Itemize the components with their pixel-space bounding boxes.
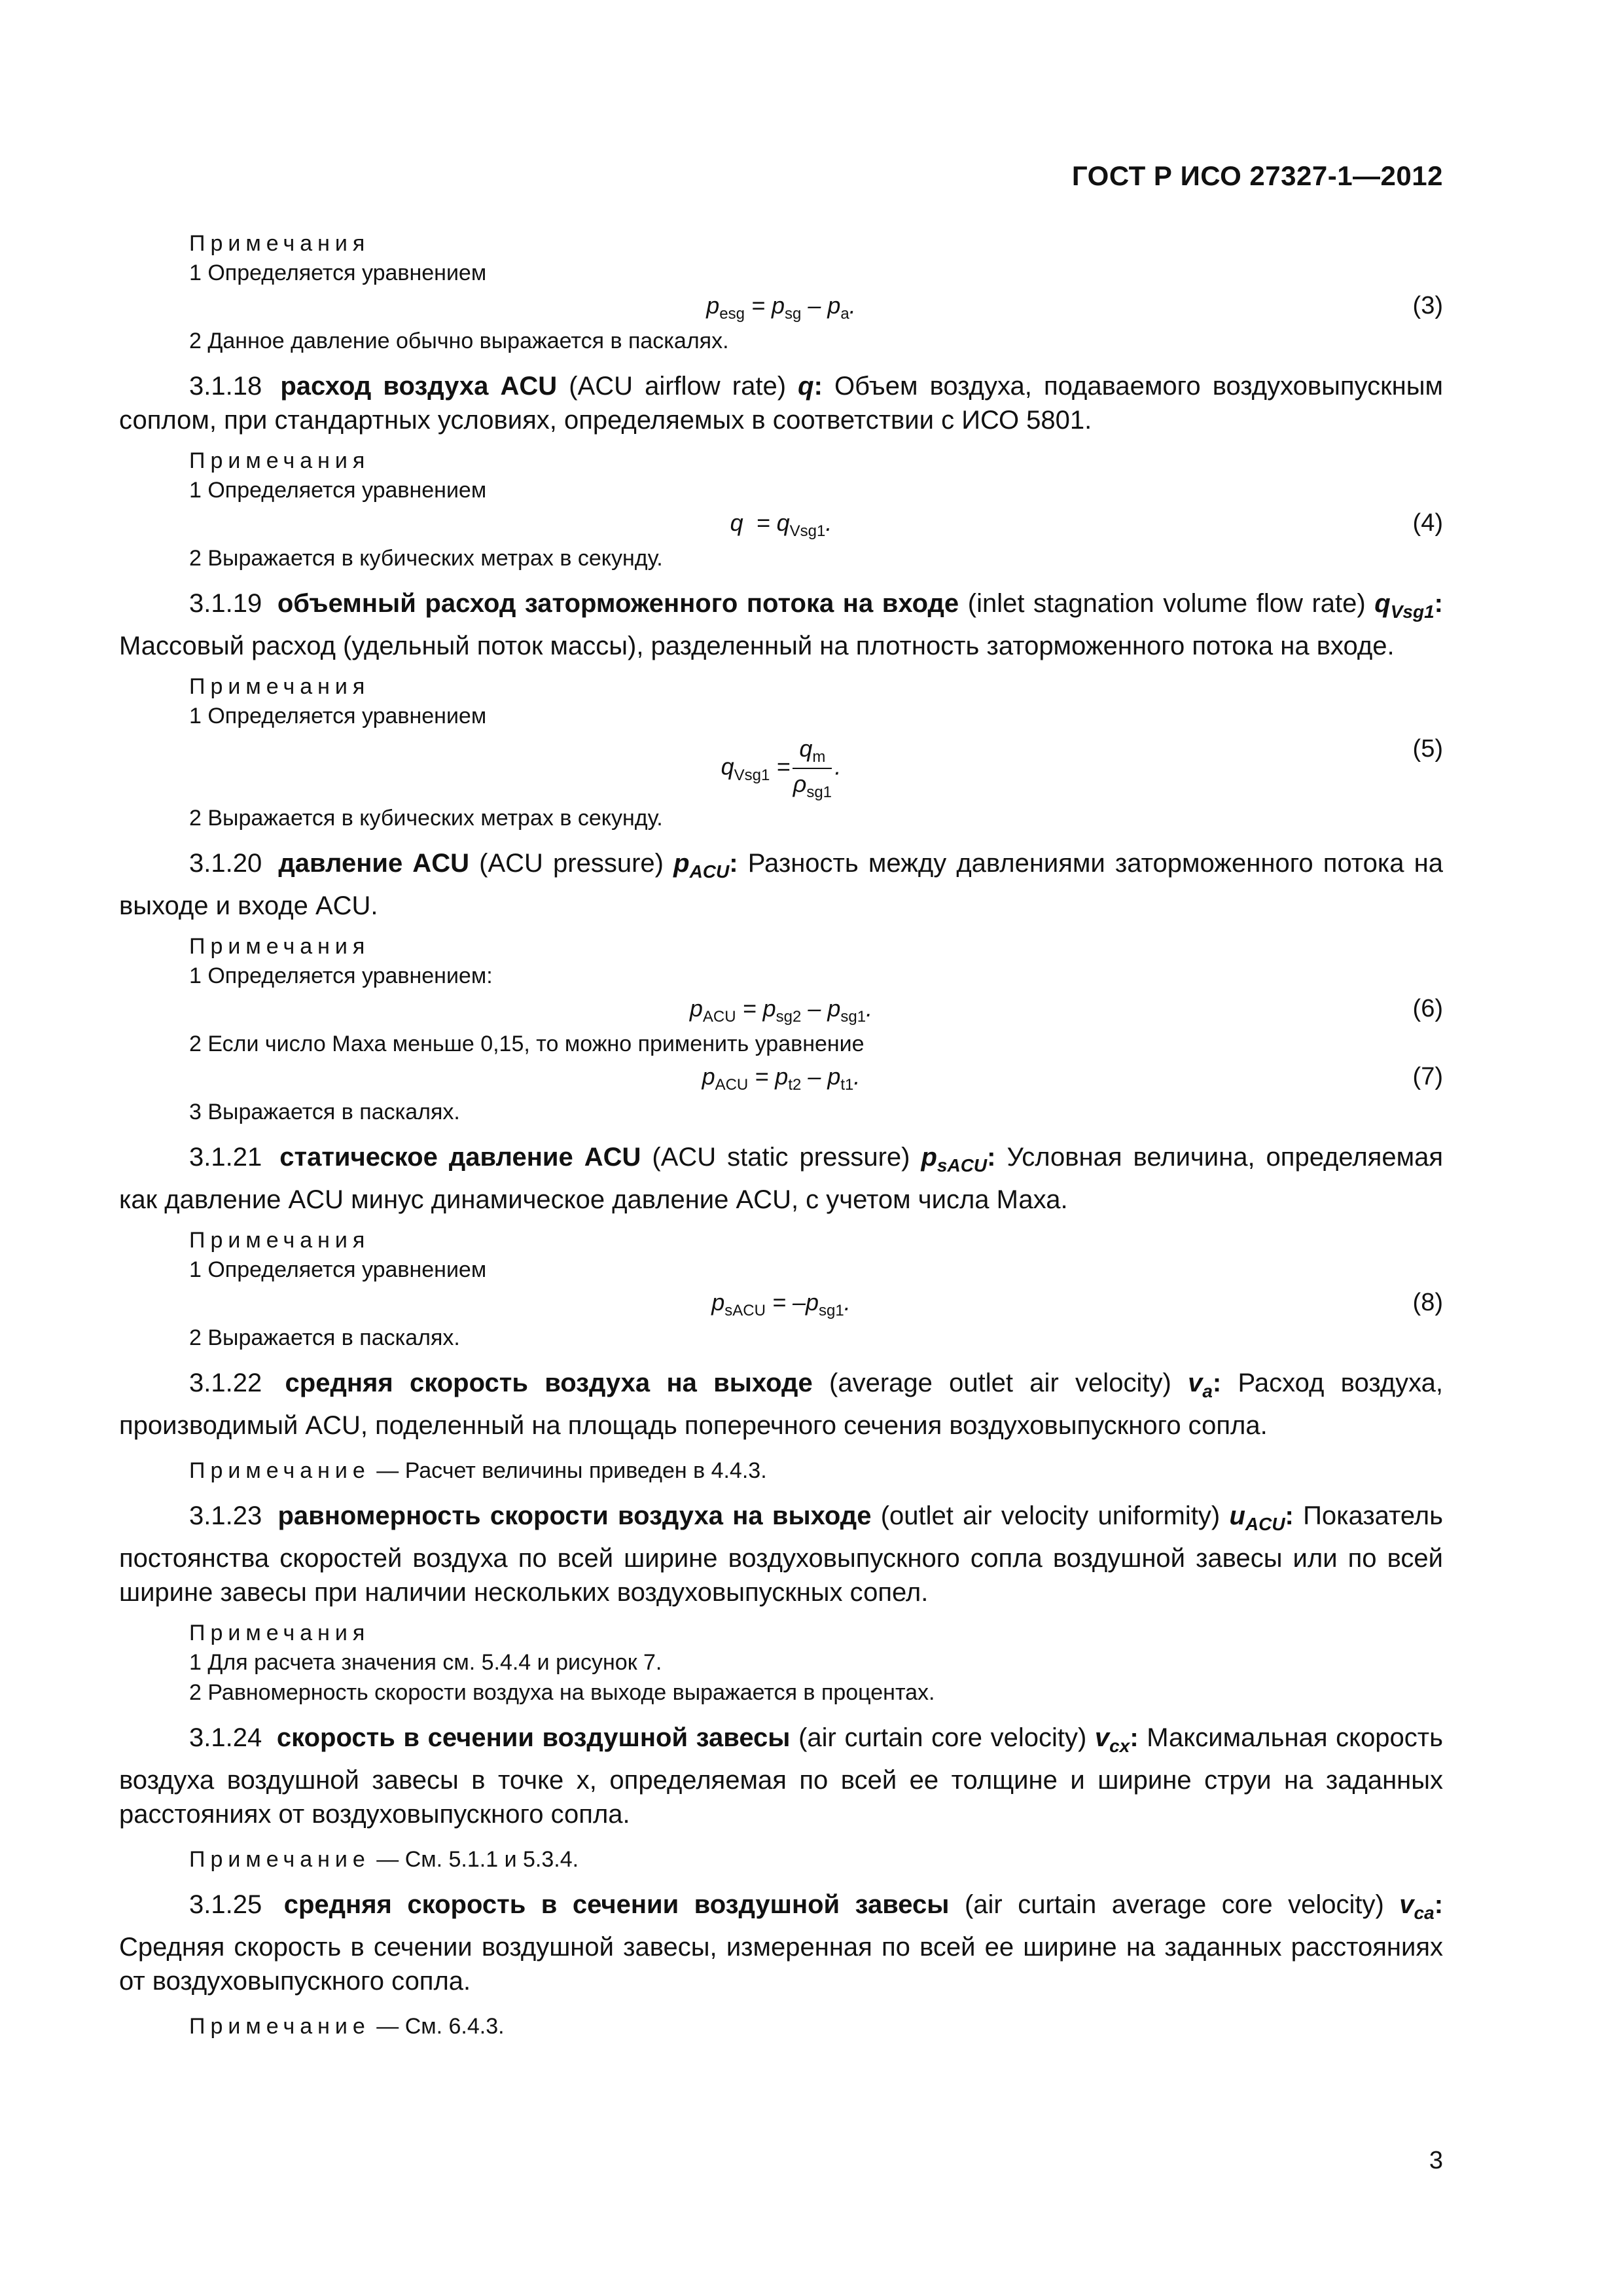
note-item: 2 Выражается в паскалях.: [189, 1325, 460, 1350]
note-item: 1 Определяется уравнением: [189, 260, 487, 285]
note-item: 2 Выражается в кубических метрах в секунду.: [189, 546, 663, 571]
equation-number: (6): [1412, 995, 1443, 1022]
notes-heading: Примечания: [189, 1228, 370, 1253]
clause-number: 3.1.25: [189, 1890, 262, 1919]
term-definition-3-1-18: 3.1.18 расход воздуха ACU (ACU airflow rate) q: Объем воздуха, подаваемого воздуховыпускным соплом, при стандартных условиях, определяемых в соответствии с ИСО 5801.: [119, 372, 1443, 435]
term-english: (air curtain average core velocity): [964, 1890, 1384, 1919]
equation-formula: $q = q_{Vsg1}$.: [730, 509, 832, 541]
notes-heading: Примечания: [189, 934, 370, 959]
term-name: средняя скорость воздуха на выходе: [285, 1369, 813, 1397]
equation-number: (4): [1412, 509, 1443, 537]
equation-7: [119, 1059, 1443, 1097]
term-definition-3-1-19: 3.1.19 объемный расход заторможенного потока на входе (inlet stagnation volume flow rate) $q_{Vsg1}$: Массовый расход (удельный поток массы), разделенный на плотность заторможенного потока на входе.: [119, 589, 1443, 660]
term-english: (ACU static pressure): [652, 1143, 910, 1172]
note-text: — См. 6.4.3.: [376, 2014, 505, 2039]
note-item: 2 Если число Маха меньше 0,15, то можно применить уравнение: [189, 1031, 865, 1056]
term-definition-text: Максимальная скорость воздуха воздушной завесы в точке x, определяемая по всей ее толщине и ширине струи на заданных расстояниях от воздуховыпускного сопла.: [119, 1723, 1443, 1829]
term-definition-3-1-20: 3.1.20 давление ACU (ACU pressure) $p_{ACU}$: Разность между давлениями заторможенного потока на выходе и входе ACU.: [119, 849, 1444, 920]
note-item: 3 Выражается в паскалях.: [189, 1100, 460, 1124]
term-english: (average outlet air velocity): [829, 1369, 1171, 1397]
term-name: средняя скорость в сечении воздушной завесы: [283, 1890, 950, 1919]
term-symbol: $p_{sACU}$: [921, 1143, 988, 1175]
clause-number: 3.1.18: [189, 372, 262, 401]
term-name: давление ACU: [278, 849, 469, 878]
equation-4: [119, 505, 1443, 543]
equation-formula: $p_{ACU} = p_{t2} - p_{t1}$.: [702, 1063, 861, 1094]
equation-5: [119, 731, 1443, 803]
clause-number: 3.1.20: [189, 849, 262, 878]
single-note: [189, 1844, 1443, 1874]
term-symbol: $p_{ACU}$: [673, 849, 730, 882]
single-note: [189, 1456, 1443, 1486]
equation-number: (3): [1412, 292, 1443, 319]
term-symbol: $v_a$: [1188, 1369, 1213, 1401]
note-item: 1 Определяется уравнением: [189, 1257, 487, 1282]
note-label: Примечание: [189, 1847, 370, 1872]
note-item: 2 Равномерность скорости воздуха на выходе выражается в процентах.: [189, 1680, 935, 1705]
equation-number: (5): [1412, 735, 1443, 762]
term-definition-text: Условная величина, определяемая как давление ACU минус динамическое давление ACU, с учетом числа Маха.: [119, 1143, 1443, 1214]
term-definition-text: Объем воздуха, подаваемого воздуховыпускным соплом, при стандартных условиях, определяемых в соответствии с ИСО 5801.: [119, 372, 1443, 435]
note-text: — Расчет величины приведен в 4.4.3.: [376, 1458, 767, 1483]
term-definition-3-1-24: 3.1.24 скорость в сечении воздушной завесы (air curtain core velocity) $v_{cx}$: Максимальная скорость воздуха воздушной завесы в точке x, определяемая по всей ее толщине и ширине струи на заданных расстояниях от воздуховыпускного сопла.: [119, 1723, 1443, 1829]
term-english: (ACU airflow rate): [569, 372, 787, 401]
term-definition-text: Средняя скорость в сечении воздушной завесы, измеренная по всей ее ширине на заданных расстояниях от воздуховыпускного сопла.: [119, 1933, 1443, 1996]
term-definition-3-1-21: 3.1.21 статическое давление ACU (ACU static pressure) $p_{sACU}$: Условная величина, определяемая как давление ACU минус динамическое давление ACU, с учетом числа Маха.: [119, 1143, 1443, 1214]
term-definition-text: Показатель постоянства скоростей воздуха по всей ширине воздуховыпускного сопла воздушной завесы или по всей ширине завесы при наличии нескольких воздуховыпускных сопел.: [119, 1501, 1443, 1607]
term-english: (air curtain core velocity): [798, 1723, 1087, 1752]
term-english: (outlet air velocity uniformity): [880, 1501, 1221, 1530]
clause-number: 3.1.24: [189, 1723, 262, 1752]
term-name: объемный расход заторможенного потока на входе: [277, 589, 959, 618]
term-symbol: $v_{ca}$: [1399, 1890, 1435, 1923]
term-symbol: $q_{Vsg1}$: [1374, 589, 1435, 622]
term-definition-3-1-23: 3.1.23 равномерность скорости воздуха на выходе (outlet air velocity uniformity) $u_{ACU}$: Показатель постоянства скоростей воздуха по всей ширине воздуховыпускного сопла воздушной завесы или по всей ширине завесы при наличии нескольких воздуховыпускных сопел.: [119, 1501, 1443, 1607]
term-definition-3-1-22: 3.1.22 средняя скорость воздуха на выходе (average outlet air velocity) $v_a$: Расход воздуха, производимый ACU, поделенный на площадь поперечного сечения воздуховыпускного сопла.: [119, 1369, 1443, 1440]
note-label: Примечание: [189, 2014, 370, 2039]
term-symbol: $v_{cx}$: [1094, 1723, 1130, 1756]
equation-8: [119, 1285, 1443, 1323]
term-definition-text: Разность между давлениями заторможенного потока на выходе и входе ACU.: [119, 849, 1444, 920]
note-item: 2 Данное давление обычно выражается в паскалях.: [189, 329, 729, 353]
clause-number: 3.1.19: [189, 589, 262, 618]
note-label: Примечание: [189, 1458, 370, 1483]
term-definition-text: Массовый расход (удельный поток массы), разделенный на плотность заторможенного потока на входе.: [119, 632, 1395, 660]
equation-number: (8): [1412, 1289, 1443, 1316]
clause-number: 3.1.22: [189, 1369, 262, 1397]
page-number: 3: [1429, 2147, 1443, 2174]
equation-formula: $p_{esg} = p_{sg} - p_a$.: [706, 292, 856, 323]
note-item: 1 Определяется уравнением:: [189, 963, 493, 988]
term-name: скорость в сечении воздушной завесы: [276, 1723, 791, 1752]
term-name: расход воздуха ACU: [280, 372, 558, 401]
notes-heading: Примечания: [189, 1621, 370, 1645]
note-text: — См. 5.1.1 и 5.3.4.: [376, 1847, 579, 1872]
notes-heading: Примечания: [189, 231, 370, 256]
term-definition-3-1-25: 3.1.25 средняя скорость в сечении воздушной завесы (air curtain average core velocity) $v_{ca}$: Средняя скорость в сечении воздушной завесы, измеренная по всей ее ширине на заданных расстояниях от воздуховыпускного сопла.: [119, 1890, 1444, 1996]
equation-formula: $p_{sACU} = -p_{sg1}$.: [711, 1289, 851, 1320]
equation-3: [119, 288, 1443, 326]
notes-heading: Примечания: [189, 674, 370, 699]
term-english: (ACU pressure): [479, 849, 664, 878]
standard-header: ГОСТ Р ИСО 27327-1—2012: [1071, 160, 1443, 191]
term-symbol: $u_{ACU}$: [1229, 1501, 1285, 1534]
equation-formula: $p_{ACU} = p_{sg2} - p_{sg1}$.: [689, 995, 873, 1026]
note-item: 2 Выражается в кубических метрах в секунду.: [189, 806, 663, 831]
term-definition-text: Расход воздуха, производимый ACU, поделенный на площадь поперечного сечения воздуховыпускного сопла.: [119, 1369, 1443, 1440]
equation-6: [119, 991, 1443, 1029]
equation-number: (7): [1412, 1063, 1443, 1090]
page-content: [119, 229, 1443, 2051]
term-name: равномерность скорости воздуха на выходе: [277, 1501, 872, 1530]
term-symbol: q: [798, 372, 814, 401]
term-name: статическое давление ACU: [279, 1143, 641, 1172]
clause-number: 3.1.21: [189, 1143, 262, 1172]
term-english: (inlet stagnation volume flow rate): [967, 589, 1366, 618]
note-item: 1 Определяется уравнением: [189, 478, 487, 503]
note-item: 1 Для расчета значения см. 5.4.4 и рисунок 7.: [189, 1650, 662, 1675]
note-item: 1 Определяется уравнением: [189, 704, 487, 728]
notes-heading: Примечания: [189, 448, 370, 473]
single-note: [189, 2011, 1443, 2041]
equation-formula: $q_{Vsg1}$ = $\frac{q_m}{\rho_{sg1}}$ .: [721, 735, 842, 802]
clause-number: 3.1.23: [189, 1501, 262, 1530]
